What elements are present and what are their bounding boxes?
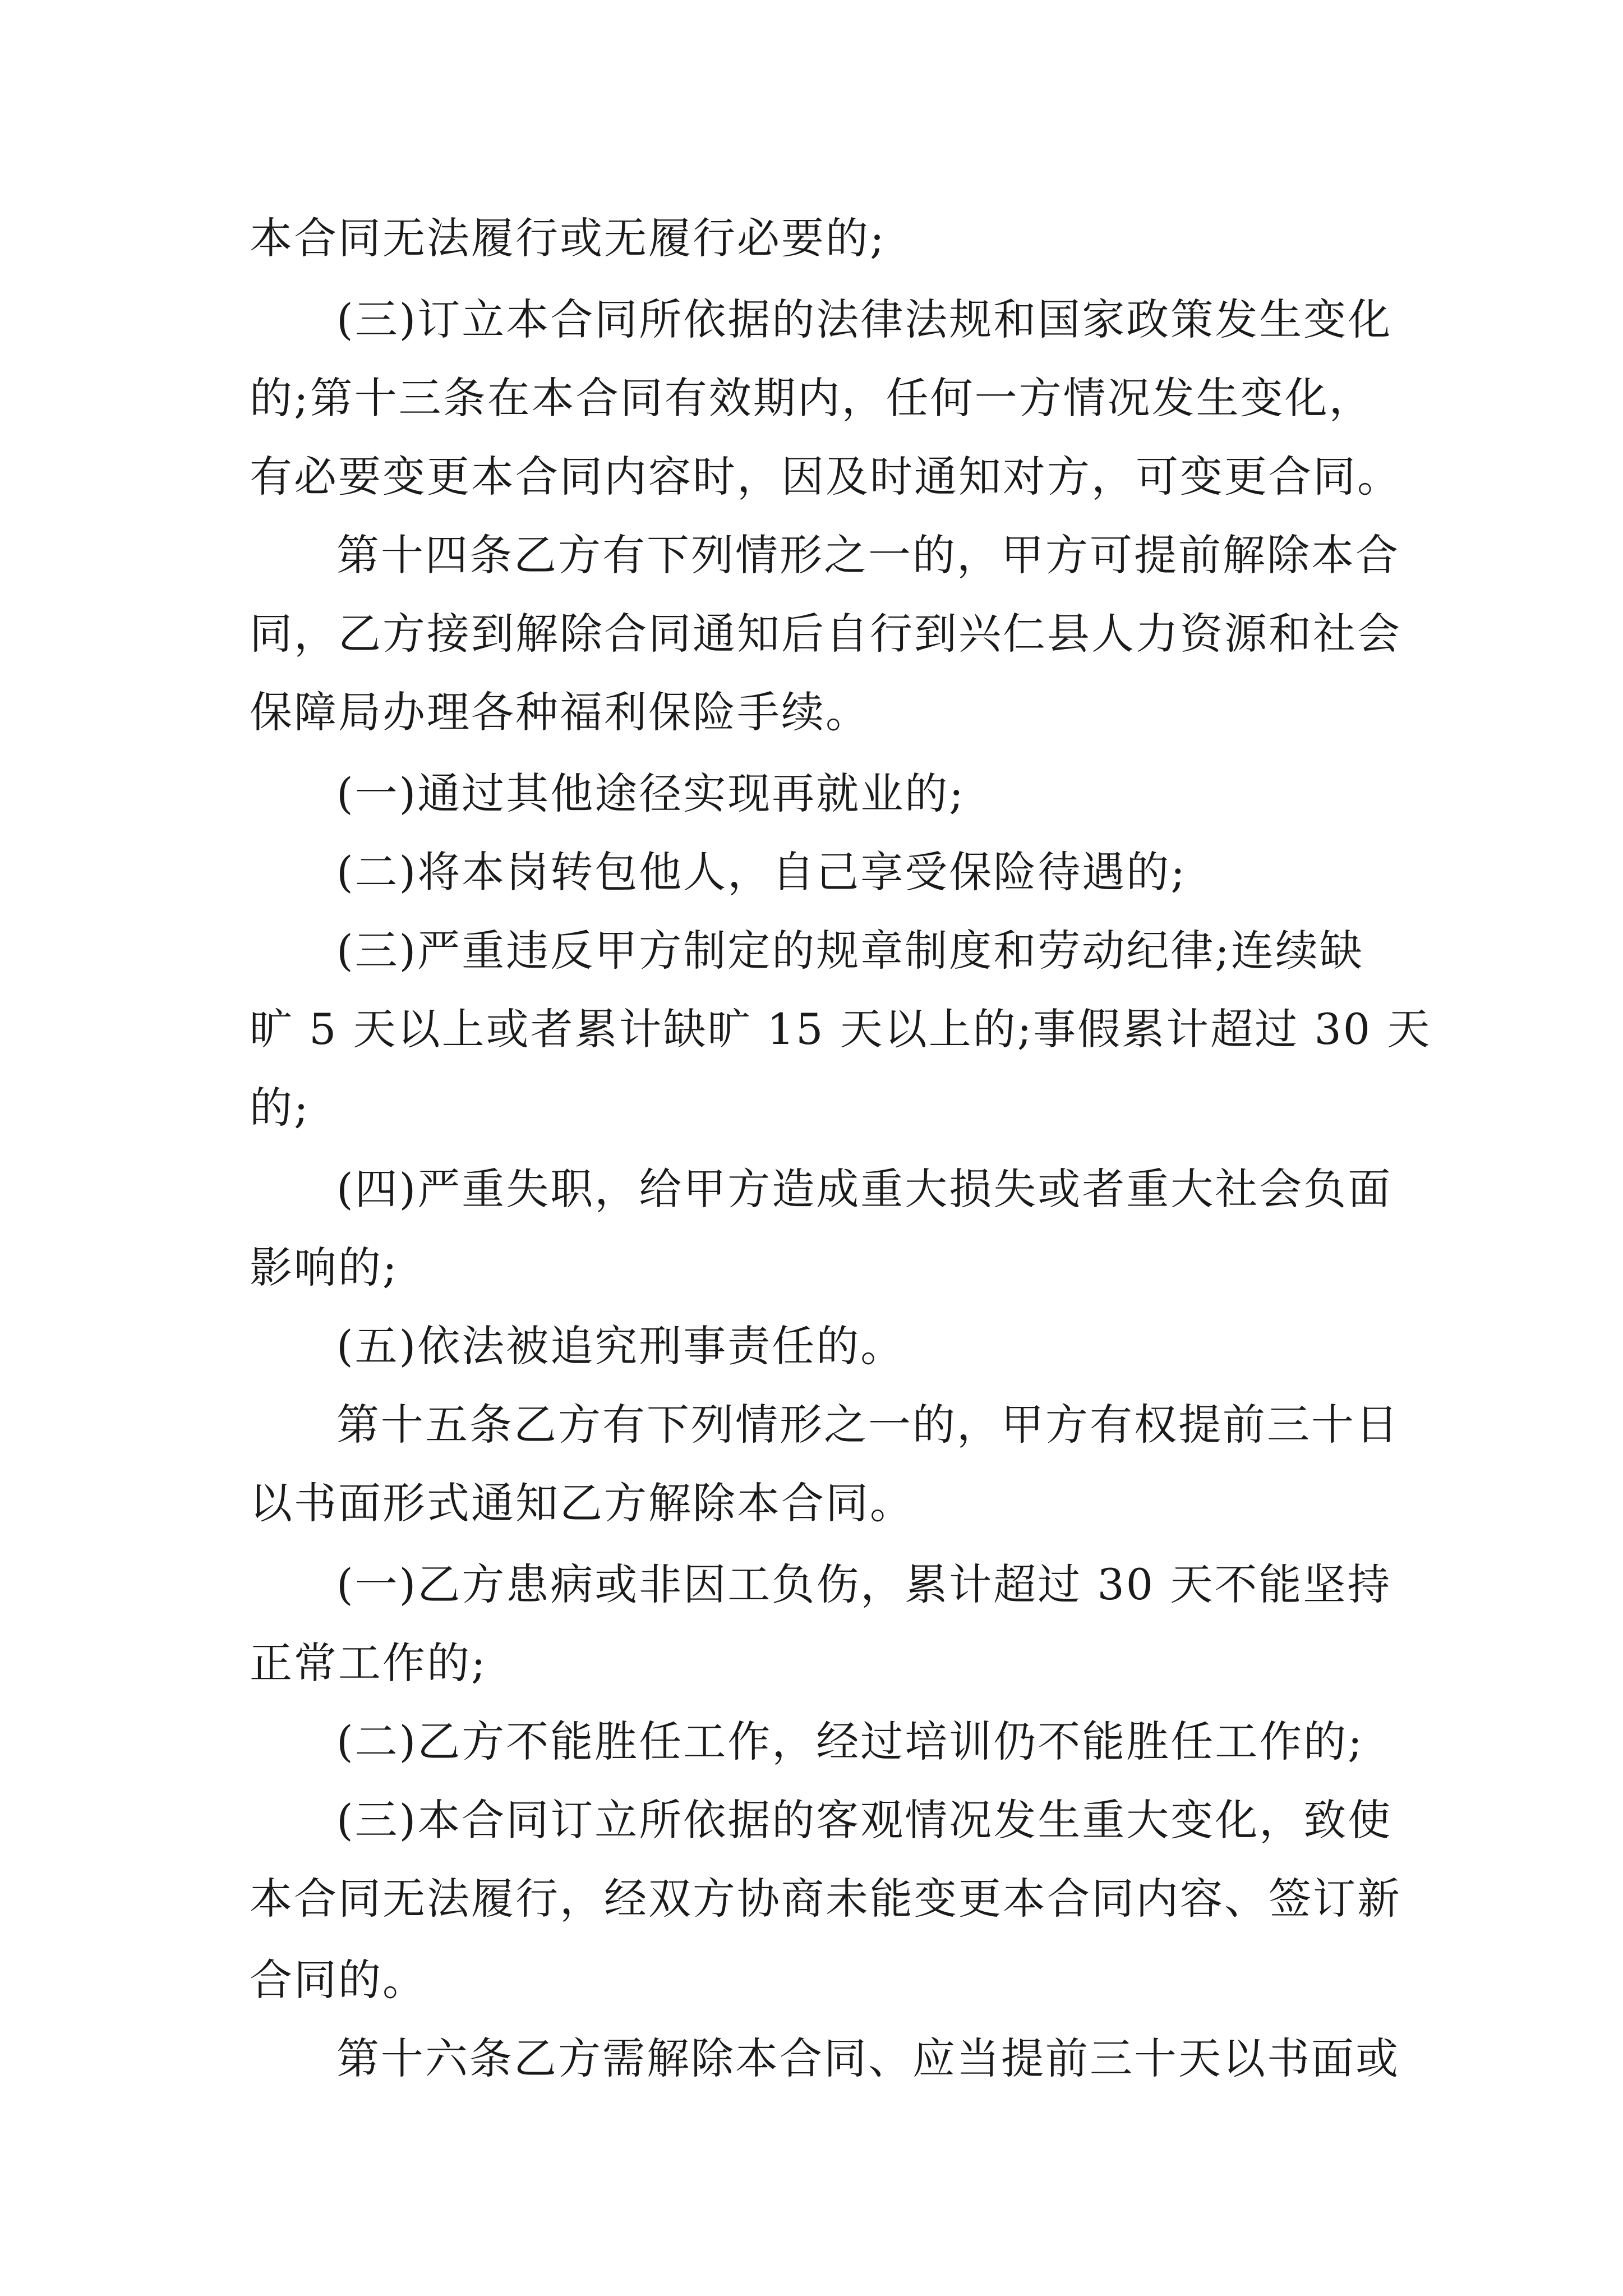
text-line: 以书面形式通知乙方解除本合同。 bbox=[250, 1478, 914, 1528]
text-line: (四)严重失职，给甲方造成重大损失或者重大社会负面 bbox=[336, 1164, 1393, 1214]
text-line: (三)严重违反甲方制定的规章制度和劳动纪律;连续缺 bbox=[336, 926, 1364, 976]
text-line: 第十五条乙方有下列情形之一的，甲方有权提前三十日 bbox=[336, 1400, 1400, 1450]
text-line: 正常工作的; bbox=[250, 1638, 487, 1688]
text-line: 的; bbox=[250, 1083, 310, 1133]
text-line: 保障局办理各种福利保险手续。 bbox=[250, 687, 870, 737]
text-line: 的;第十三条在本合同有效期内，任何一方情况发生变化， bbox=[250, 373, 1373, 423]
text-line: (三)订立本合同所依据的法律法规和国家政策发生变化 bbox=[336, 295, 1393, 344]
text-line: 有必要变更本合同内容时，因及时通知对方，可变更合同。 bbox=[250, 452, 1401, 501]
text-line: (五)依法被追究刑事责任的。 bbox=[336, 1321, 905, 1371]
text-line: (二)将本岗转包他人，自己享受保险待遇的; bbox=[336, 847, 1187, 897]
text-line: (一)通过其他途径实现再就业的; bbox=[336, 769, 965, 818]
text-line: 第十四条乙方有下列情形之一的，甲方可提前解除本合 bbox=[336, 530, 1400, 580]
text-line: 本合同无法履行，经双方协商未能变更本合同内容、签订新 bbox=[250, 1874, 1401, 1924]
text-line: 旷 5 天以上或者累计缺旷 15 天以上的;事假累计超过 30 天 bbox=[250, 1004, 1432, 1054]
text-line: 第十六条乙方需解除本合同、应当提前三十天以书面或 bbox=[336, 2033, 1400, 2083]
text-line: 同，乙方接到解除合同通知后自行到兴仁县人力资源和社会 bbox=[250, 609, 1401, 659]
text-line: 本合同无法履行或无履行必要的; bbox=[250, 213, 886, 263]
text-line: 合同的。 bbox=[250, 1955, 427, 2005]
text-line: (三)本合同订立所依据的客观情况发生重大变化，致使 bbox=[336, 1795, 1393, 1845]
text-line: (一)乙方患病或非因工负伤，累计超过 30 天不能坚持 bbox=[336, 1559, 1392, 1609]
text-line: (二)乙方不能胜任工作，经过培训仍不能胜任工作的; bbox=[336, 1717, 1364, 1766]
text-line: 影响的; bbox=[250, 1243, 399, 1292]
